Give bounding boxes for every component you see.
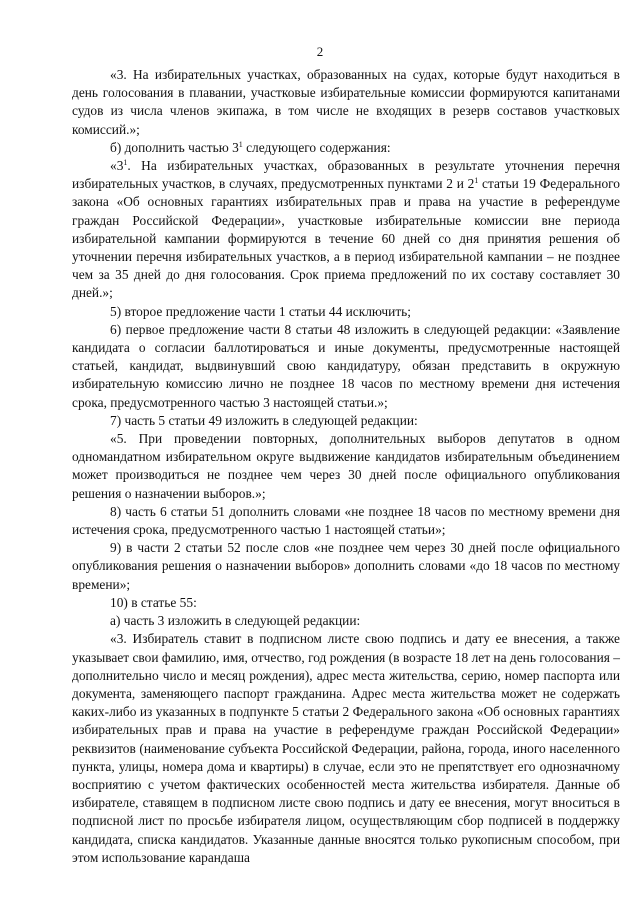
document-body (72, 66, 620, 867)
paragraph-item-3-voter (72, 630, 620, 867)
paragraph-text: 9) в части 2 статьи 52 после слов «не позднее чем через 30 дней после официального опубликования решения о назначении выборов» дополнить словами «до 18 часов по местному времени»; (72, 540, 620, 592)
paragraph-point-7 (72, 412, 620, 430)
paragraph-add-part-3-1 (72, 139, 620, 157)
paragraph-text: 10) в статье 55: (110, 594, 197, 610)
paragraph-point-8 (72, 503, 620, 539)
superscript-2: 1 (474, 176, 479, 186)
paragraph-text-after: следующего содержания: (242, 139, 391, 155)
superscript: 1 (123, 158, 128, 168)
paragraph-text: 7) часть 5 статьи 49 изложить в следующей редакции: (110, 412, 418, 428)
paragraph-text: «3. Избиратель ставит в подписном листе свою подпись и дату ее внесения, а также указывает свои фамилию, имя, отчество, год рождения (в возрасте 18 лет на день голосования – дополнительно число и месяц рождения), адрес места жительства, серию, номер паспорта или документа, заменяющего паспорт гражданина. Адрес места жительства может не содержать каких-либо из указанных в подпункте 5 статьи 2 Федерального закона «Об основных гарантиях избирательных прав и права на участие в референдуме граждан Российской Федерации» реквизитов (наименование субъекта Российской Федерации, района, города, иного населенного пункта, улицы, номера дома и квартиры) в случае, если это не препятствует его однозначному восприятию с учетом фактических особенностей места жительства избирателя. Данные об избирателе, ставящем в подписном листе свою подпись и дату ее внесения, могут вноситься в подписной лист по просьбе избирателя лицом, осуществляющим сбор подписей в поддержку кандидата, списка кандидатов. Указанные данные вносятся только рукописным способом, при этом использование карандаша (72, 631, 620, 865)
paragraph-text: 6) первое предложение части 8 статьи 48 изложить в следующей редакции: «Заявление кандидата о согласии баллотироваться и иные документы, предусмотренные настоящей статьей, кандидат, выдвинувший свою кандидатуру, обязан представить в окружную избирательную комиссию лично не позднее 18 часов по местному времени дня истечения срока, предусмотренного частью 3 настоящей статьи.»; (72, 321, 620, 410)
paragraph-text: «3. На избирательных участках, образованных на судах, которые будут находиться в день голосования в плавании, участковые избирательные комиссии формируются капитанами судов из числа членов экипажа, в том числе не входящих в резерв составов участковых комиссий.»; (72, 67, 620, 137)
paragraph-point-9 (72, 539, 620, 594)
paragraph-point-5 (72, 303, 620, 321)
paragraph-item-5 (72, 430, 620, 503)
paragraph-point-6 (72, 321, 620, 412)
paragraph-item-3-1 (72, 157, 620, 303)
paragraph-text: а) часть 3 изложить в следующей редакции: (110, 613, 361, 629)
paragraph-text: «3 (110, 158, 124, 174)
paragraph-text-after-2: статьи 19 Федерального закона «Об основных гарантиях избирательных прав и права на участие в референдуме граждан Российской Федерации», участковые избирательные комиссии вне периода избирательной кампании формируются в течение 60 дней со дня принятия решения об уточнении перечня избирательных участков, а в период избирательной кампании – не позднее чем за 35 дней до дня голосования. Срок приема предложений по их составу составляет 30 дней.»; (72, 176, 620, 301)
page-number: 2 (316, 44, 324, 59)
paragraph-text-after: . На избирательных участках, образованных в результате уточнения перечня избирательных участков, в случаях, предусмотренных пунктами 2 и 2 (72, 158, 620, 192)
paragraph-text: 8) часть 6 статьи 51 дополнить словами «не позднее 18 часов по местному времени дня истечения срока, предусмотренного частью 1 настоящей статьи»; (72, 503, 620, 538)
paragraph-point-10 (72, 594, 620, 612)
paragraph-item-3-ships (72, 66, 620, 139)
paragraph-subpoint-a (72, 612, 620, 630)
paragraph-text: «5. При проведении повторных, дополнительных выборов депутатов в одном одномандатном избирательном округе выдвижение кандидатов избирательным объединением может производиться не позднее чем через 30 дней после официального опубликования решения о назначении выборов.»; (72, 431, 620, 501)
paragraph-text: б) дополнить частью 3 (110, 139, 239, 155)
superscript: 1 (238, 139, 243, 149)
paragraph-text: 5) второе предложение части 1 статьи 44 исключить; (110, 303, 412, 319)
